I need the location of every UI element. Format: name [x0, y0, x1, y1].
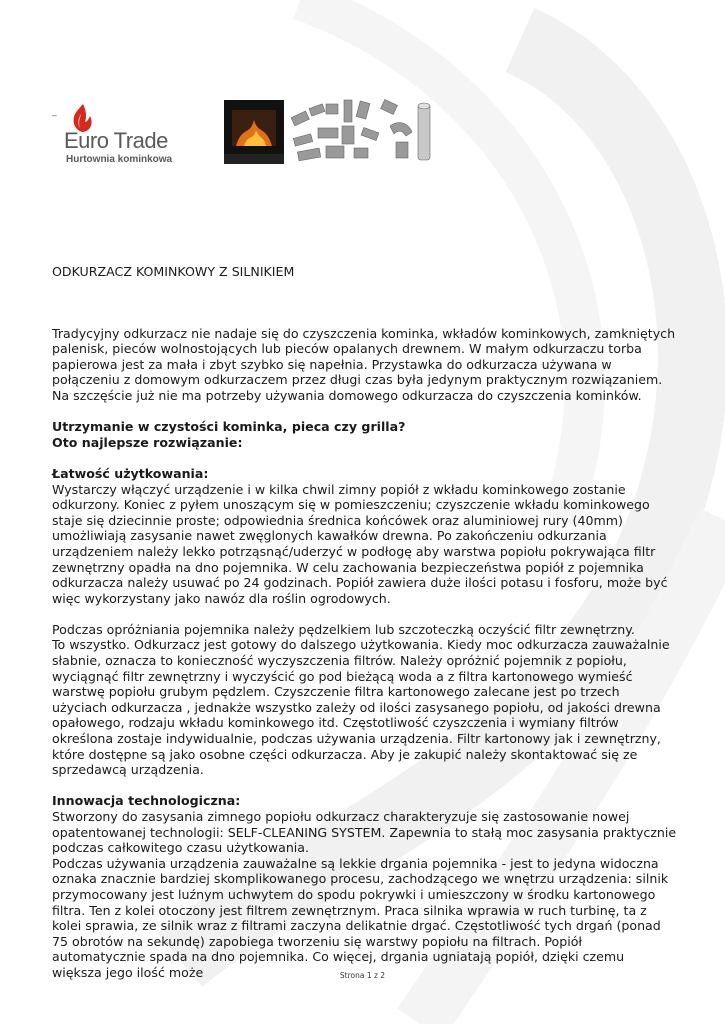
section-heading-innovation: Innowacja technologiczna: [52, 793, 241, 809]
logo-dash: _ [52, 107, 57, 117]
intro-paragraph: Tradycyjny odkurzacz nie nadaje się do czyszczenia kominka, wkładów kominkowych, zamkniętych palenisk, pieców wolnostojących lub pieców opalanych drewnem. W małym odkurzaczu torba papierowa jest za mała i zbyt szybko się napełnia. Przystawka do odkurzacza używana w połączeniu z domowym odkurzaczem przez długi czas była jedynym praktycznym rozwiązaniem. Na szczęście już nie ma potrzeby używania domowego odkurzacza do czyszczenia kominków. [52, 325, 676, 403]
cleaning-paragraph-intro: Podczas opróżniania pojemnika należy pędzelkiem lub szczoteczką oczyścić filtr zewnętrzny. [52, 621, 635, 637]
innovation-paragraph: Stworzony do zasysania zimnego popiołu odkurzacz charakteryzuje się zastosowanie nowej opatentowanej technologii: SELF-CLEANING SYSTEM. Zapewnia to stałą moc zasysania praktycznie podczas całkowitego czasu użytkowania. [52, 809, 677, 856]
vibration-paragraph: Podczas używania urządzenia zauważalne są lekkie drgania pojemnika - jest to jedyna widoczna oznaka znacznie bardziej skomplikowanego procesu, zachodzącego we wnętrzu urządzenia: silnik przymocowany jest luźnym uchwytem do spodu pokrywki i umieszczony w środku kartonowego filtra. Ten z kolei otoczony jest filtrem zewnętrznym. Praca silnika wprawia w ruch turbinę, ta z kolei sprawia, ze silnik wraz z filtrami zaczyna delikatnie drgać. Częstotliwość tych drgań (ponad 75 obrotów na sekundę) zapobiega tworzeniu się warstwy popiołu na filtrach. Popiół automatycznie spada na dno pojemnika. Co więcej, drgania ugniatają popiół, dzięki czemu większa jego ilość może [52, 855, 669, 980]
cleaning-paragraph: To wszystko. Odkurzacz jest gotowy do dalszego użytkowania. Kiedy moc odkurzacza zauważalnie słabnie, oznacza to konieczność wyczyszczenia filtrów. Należy opróżnić pojemnik z popiołu, wyciągnąć filtr zewnętrzny i wyczyścić go pod bieżącą woda a z filtra kartonowego wymieść warstwę popiołu grubym pędzlem. Czyszczenie filtra kartonowego zalecane jest po trzech użyciach odkurzacza , jednakże wszystko zależy od ilości zasysanego popiołu, od jakości drewna opałowego, rodzaju wkładu kominkowego itd. Częstotliwość czyszczenia i wymiany filtrów określona zostaje indywidualnie, podczas używania urządzenia. Filtr kartonowy jak i zewnętrzny, które dostępne są jako osobne części odkurzacza. Aby je zakupić należy skontaktować się ze sprzedawcą urządzenia. [52, 637, 670, 778]
document-body [52, 264, 677, 981]
section-heading-solution: Oto najlepsze rozwiązanie: [52, 434, 243, 450]
section-heading-ease-of-use: Łatwość użytkowania: [52, 465, 209, 481]
section-heading-maintenance: Utrzymanie w czystości kominka, pieca czy grilla? [52, 419, 406, 435]
company-logo [52, 100, 182, 170]
logo-tagline: Hurtownia kominkowa [66, 154, 173, 165]
product-banner-image [222, 96, 438, 171]
logo-name: Euro Trade [64, 128, 168, 153]
document-title: ODKURZACZ KOMINKOWY Z SILNIKIEM [52, 264, 295, 279]
ease-of-use-paragraph: Wystarczy włączyć urządzenie i w kilka chwil zimny popiół z wkładu kominkowego zostanie odkurzony. Koniec z pyłem unoszącym się w pomieszczeniu; czyszczenie wkładu kominkowego staje się dziecinnie proste; odpowiednia średnica końcówek oraz aluminiowej rury (40mm) umożliwiają zasysanie nawet zwęglonych kawałków drewna. Po zakończeniu odkurzania urządzeniem należy lekko potrząsnąć/uderzyć w podłogę aby warstwa popiołu pokrywająca filtr zewnętrzny opadła na dno pojemnika. W celu zachowania bezpieczeństwa popiół z pojemnika odkurzacza należy usuwać po 24 godzinach. Popiół zawiera duże ilości potasu i fosforu, może być więc wykorzystany jako nawóz dla roślin ogrodowych. [52, 481, 668, 606]
page-number: Strona 1 z 2 [339, 971, 386, 980]
